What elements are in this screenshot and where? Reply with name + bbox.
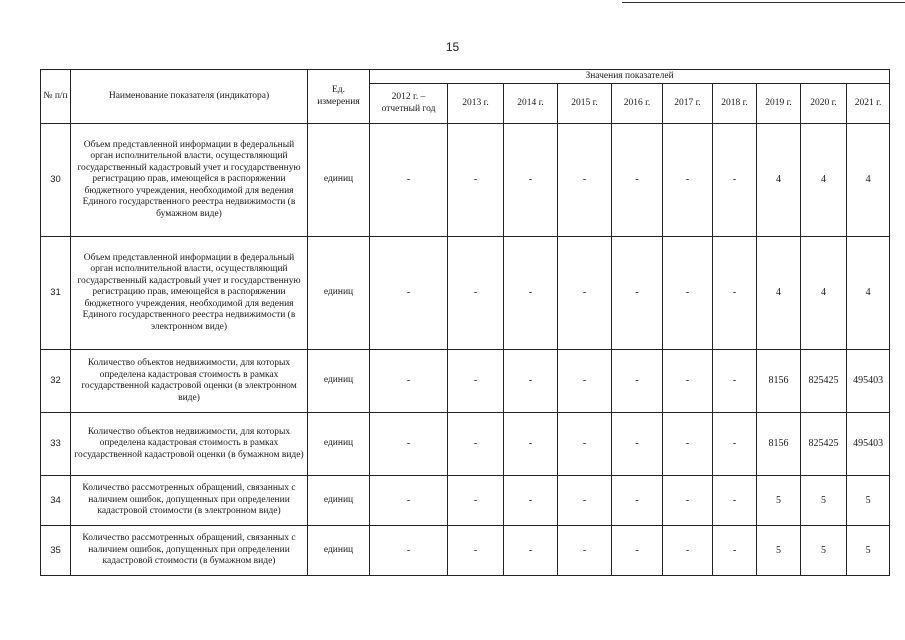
header-unit: Ед. измерения	[308, 70, 370, 124]
value-cell: 495403	[847, 413, 890, 476]
value-cell: -	[558, 476, 612, 526]
value-cell: 5	[757, 526, 801, 576]
value-cell: -	[612, 476, 663, 526]
value-cell: -	[713, 237, 757, 350]
value-cell: 5	[801, 526, 847, 576]
value-cell: -	[713, 476, 757, 526]
header-name: Наименование показателя (индикатора)	[71, 70, 308, 124]
value-cell: -	[713, 526, 757, 576]
value-cell: 4	[801, 237, 847, 350]
header-num: № п/п	[41, 70, 71, 124]
table-row	[41, 476, 890, 526]
table-body	[41, 124, 890, 576]
table-row	[41, 526, 890, 576]
value-cell: -	[558, 237, 612, 350]
page-number: 15	[445, 40, 460, 54]
indicator-name: Количество объектов недвижимости, для которых определена кадастровая стоимость в рамках государственной кадастровой оценки (в бумажном виде)	[71, 413, 308, 476]
value-cell: -	[558, 350, 612, 413]
value-cell: -	[612, 350, 663, 413]
value-cell: -	[713, 350, 757, 413]
value-cell: -	[612, 413, 663, 476]
header-year: 2017 г.	[663, 84, 713, 124]
unit-cell: единиц	[308, 124, 370, 237]
value-cell: -	[504, 124, 558, 237]
value-cell: -	[370, 413, 448, 476]
value-cell: -	[504, 237, 558, 350]
table-row	[41, 350, 890, 413]
header-year: 2014 г.	[504, 84, 558, 124]
value-cell: -	[504, 526, 558, 576]
unit-cell: единиц	[308, 526, 370, 576]
indicator-name: Количество рассмотренных обращений, связанных с наличием ошибок, допущенных при определении кадастровой стоимости (в бумажном виде)	[71, 526, 308, 576]
header-year: 2015 г.	[558, 84, 612, 124]
value-cell: 4	[757, 237, 801, 350]
value-cell: 825425	[801, 350, 847, 413]
value-cell: 5	[757, 476, 801, 526]
value-cell: -	[713, 413, 757, 476]
value-cell: -	[448, 350, 504, 413]
header-year: 2016 г.	[612, 84, 663, 124]
table-row	[41, 237, 890, 350]
top-rule	[622, 2, 905, 3]
value-cell: 4	[847, 237, 890, 350]
indicators-table	[40, 69, 890, 576]
value-cell: -	[504, 476, 558, 526]
header-values-group: Значения показателей	[370, 70, 890, 84]
header-row-top	[41, 70, 890, 84]
value-cell: -	[713, 124, 757, 237]
header-year: 2012 г. – отчетный год	[370, 84, 448, 124]
value-cell: -	[558, 526, 612, 576]
indicator-name: Объем представленной информации в федеральный орган исполнительной власти, осуществляющий государственный кадастровый учет и государственную регистрацию прав, имеющейся в распоряжении бюджетного учреждения, необходимой для ведения Единого государственного реестра недвижимости (в электронном виде)	[71, 237, 308, 350]
value-cell: -	[448, 413, 504, 476]
value-cell: -	[370, 124, 448, 237]
indicator-name: Количество рассмотренных обращений, связанных с наличием ошибок, допущенных при определении кадастровой стоимости (в электронном виде)	[71, 476, 308, 526]
header-year: 2018 г.	[713, 84, 757, 124]
unit-cell: единиц	[308, 476, 370, 526]
row-number: 34	[41, 476, 71, 526]
row-number: 35	[41, 526, 71, 576]
value-cell: -	[663, 124, 713, 237]
value-cell: 495403	[847, 350, 890, 413]
value-cell: 5	[847, 526, 890, 576]
value-cell: -	[663, 526, 713, 576]
value-cell: 5	[847, 476, 890, 526]
table-row	[41, 124, 890, 237]
value-cell: -	[370, 237, 448, 350]
value-cell: 4	[801, 124, 847, 237]
value-cell: 825425	[801, 413, 847, 476]
value-cell: 8156	[757, 413, 801, 476]
row-number: 33	[41, 413, 71, 476]
value-cell: -	[504, 350, 558, 413]
header-year: 2019 г.	[757, 84, 801, 124]
value-cell: -	[448, 526, 504, 576]
header-year: 2020 г.	[801, 84, 847, 124]
value-cell: -	[504, 413, 558, 476]
unit-cell: единиц	[308, 237, 370, 350]
value-cell: -	[448, 476, 504, 526]
value-cell: -	[370, 476, 448, 526]
value-cell: -	[558, 413, 612, 476]
value-cell: 4	[757, 124, 801, 237]
value-cell: 5	[801, 476, 847, 526]
value-cell: -	[370, 350, 448, 413]
value-cell: -	[663, 350, 713, 413]
value-cell: -	[370, 526, 448, 576]
value-cell: -	[448, 237, 504, 350]
header-year: 2013 г.	[448, 84, 504, 124]
value-cell: -	[663, 237, 713, 350]
value-cell: -	[663, 476, 713, 526]
value-cell: -	[612, 124, 663, 237]
value-cell: 8156	[757, 350, 801, 413]
row-number: 30	[41, 124, 71, 237]
indicator-name: Объем представленной информации в федеральный орган исполнительной власти, осуществляющий государственный кадастровый учет и государственную регистрацию прав, имеющейся в распоряжении бюджетного учреждения, необходимой для ведения Единого государственного реестра недвижимости (в бумажном виде)	[71, 124, 308, 237]
value-cell: -	[663, 413, 713, 476]
row-number: 32	[41, 350, 71, 413]
indicator-name: Количество объектов недвижимости, для которых определена кадастровая стоимость в рамках государственной кадастровой оценки (в электронном виде)	[71, 350, 308, 413]
unit-cell: единиц	[308, 350, 370, 413]
value-cell: -	[612, 237, 663, 350]
value-cell: -	[448, 124, 504, 237]
table-row	[41, 413, 890, 476]
header-year: 2021 г.	[847, 84, 890, 124]
row-number: 31	[41, 237, 71, 350]
unit-cell: единиц	[308, 413, 370, 476]
value-cell: -	[558, 124, 612, 237]
value-cell: 4	[847, 124, 890, 237]
value-cell: -	[612, 526, 663, 576]
